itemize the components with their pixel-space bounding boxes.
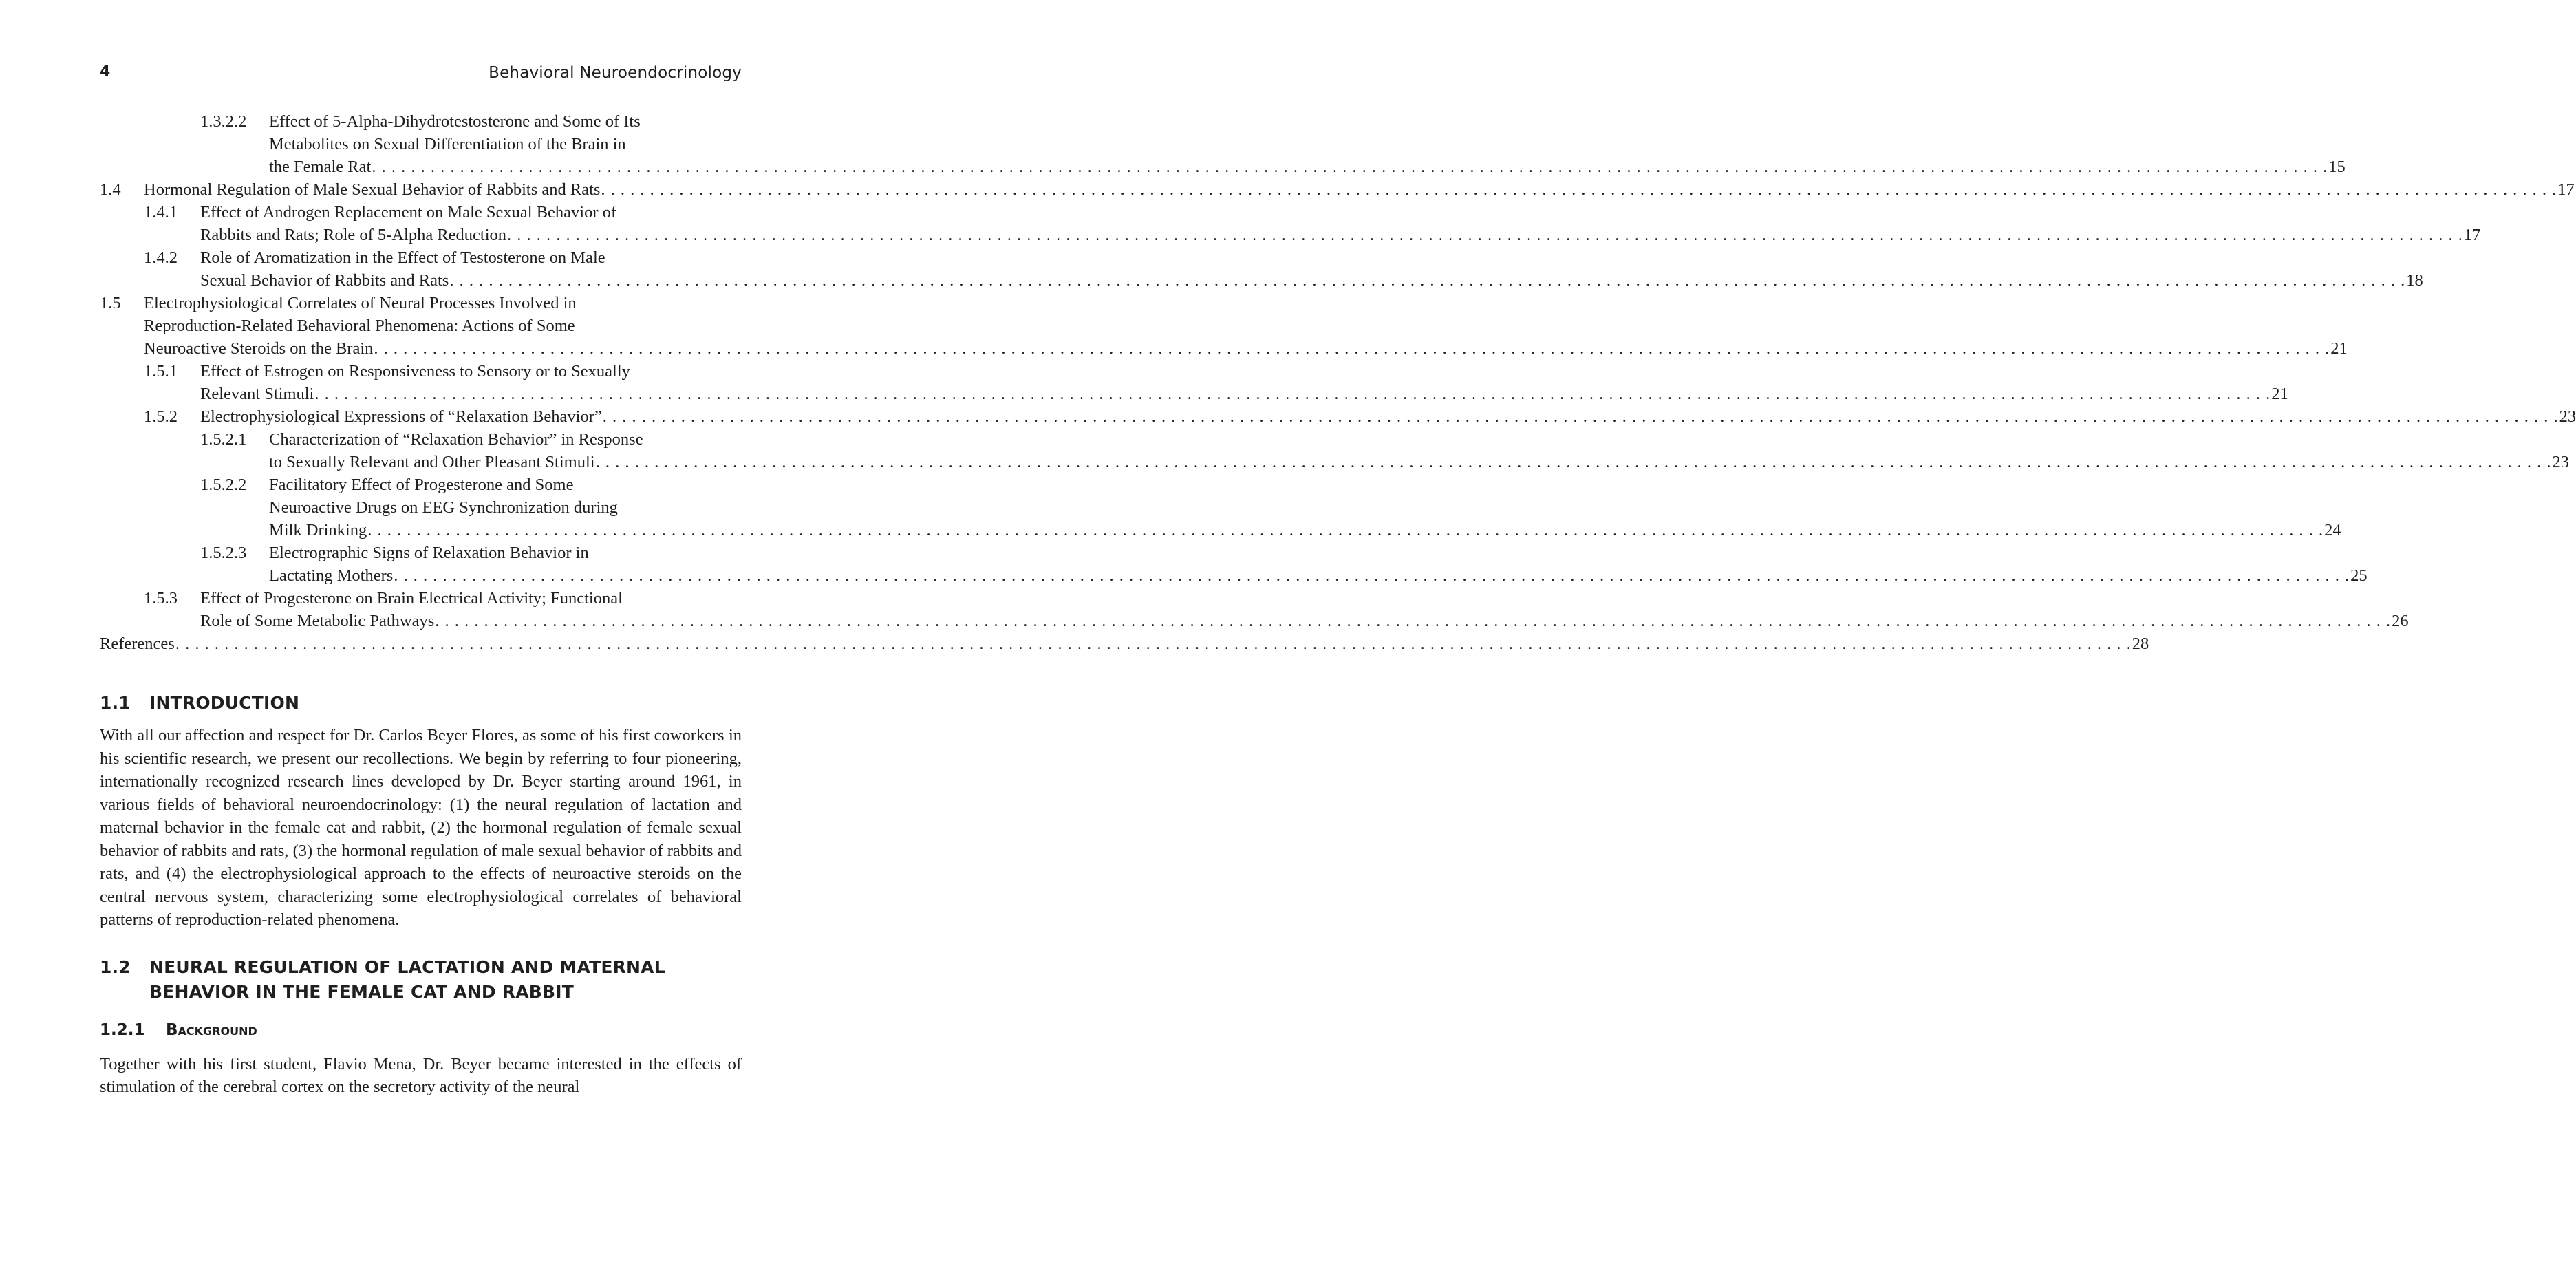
toc-entry-number: 1.5.2.1 [200,430,247,449]
dot-leader: . . . . . . . . . . . . . . . . . . . . . . . . . . . . . . . . . . . . . . . . . . . . . . . . . . . . . . . . . . . . . . . . . . . . . . . . . . . . . . . . . . . . . . . . . . . . . . . . . . . . . . . . . . . . . . . . . . . . . . . . . . . . . . . . . . . . . . . . . . . . . . . . . . . . . . . . . . . . . . . . . . . . . . . . . . . . . . . . . . . . . . . . . . . . . . . . . . . . . . . . [507,226,2463,244]
toc-entry[interactable] [100,587,2409,632]
toc-page-number: 23 [2559,407,2576,426]
toc-entry-title-line: Sexual Behavior of Rabbits and Rats [200,271,449,290]
toc-page-number: 17 [2463,226,2481,244]
document-page [100,62,2576,1099]
toc-entry-title-line: Effect of Androgen Replacement on Male Sexual Behavior of [200,203,617,222]
toc-entry[interactable] [100,110,2346,178]
toc-entry-number: 1.4.2 [144,248,178,267]
toc-entry-title-line: Effect of Progesterone on Brain Electrical Activity; Functional [200,589,623,608]
toc-entry[interactable] [100,178,2575,201]
toc-entry-title-line: Reproduction-Related Behavioral Phenomena: Actions of Some [144,317,575,335]
toc-entry-title-line: Role of Aromatization in the Effect of Testosterone on Male [200,248,605,267]
toc-entry-title-line: Electrophysiological Correlates of Neural Processes Involved in [144,294,577,312]
toc-entry[interactable] [100,292,2348,360]
dot-leader: . . . . . . . . . . . . . . . . . . . . . . . . . . . . . . . . . . . . . . . . . . . . . . . . . . . . . . . . . . . . . . . . . . . . . . . . . . . . . . . . . . . . . . . . . . . . . . . . . . . . . . . . . . . . . . . . . . . . . . . . . . . . . . . . . . . . . . . . . . . . . . . . . . . . . . . . . . . . . . . . . . . . . . . . . . . . . . . . . . . . . . . . . . . . . . . . . . . . . . . . [314,385,2271,403]
toc-page-number: 15 [2328,158,2346,176]
running-title: Behavioral Neuroendocrinology [489,64,742,82]
toc-entry-title-line: Neuroactive Steroids on the Brain [144,339,374,358]
toc-entry[interactable] [100,246,2423,292]
toc-entry-title-line: References [100,634,175,653]
toc-entry-title-line: Electrophysiological Expressions of “Relaxation Behavior” [200,407,602,426]
dot-leader: . . . . . . . . . . . . . . . . . . . . . . . . . . . . . . . . . . . . . . . . . . . . . . . . . . . . . . . . . . . . . . . . . . . . . . . . . . . . . . . . . . . . . . . . . . . . . . . . . . . . . . . . . . . . . . . . . . . . . . . . . . . . . . . . . . . . . . . . . . . . . . . . . . . . . . . . . . . . . . . . . . . . . . . . . . . . . . . . . . . . . . . . . . . . . . . . . . . . . . . . [595,453,2552,471]
toc-entry[interactable] [100,360,2288,405]
subsection-heading-background [100,1018,742,1042]
section-number: 1.2 [100,956,131,977]
section-title: INTRODUCTION [149,693,300,713]
toc-entry-number: 1.5.2.2 [200,475,247,494]
table-of-contents [100,110,2576,655]
dot-leader: . . . . . . . . . . . . . . . . . . . . . . . . . . . . . . . . . . . . . . . . . . . . . . . . . . . . . . . . . . . . . . . . . . . . . . . . . . . . . . . . . . . . . . . . . . . . . . . . . . . . . . . . . . . . . . . . . . . . . . . . . . . . . . . . . . . . . . . . . . . . . . . . . . . . . . . . . . . . . . . . . . . . . . . . . . . . . . . . . . . . . . . . . . . . . . . . . . . . . . . . [374,339,2330,358]
dot-leader: . . . . . . . . . . . . . . . . . . . . . . . . . . . . . . . . . . . . . . . . . . . . . . . . . . . . . . . . . . . . . . . . . . . . . . . . . . . . . . . . . . . . . . . . . . . . . . . . . . . . . . . . . . . . . . . . . . . . . . . . . . . . . . . . . . . . . . . . . . . . . . . . . . . . . . . . . . . . . . . . . . . . . . . . . . . . . . . . . . . . . . . . . . . . . . . . . . . . . . . . [449,271,2406,290]
toc-page-number: 23 [2552,453,2569,471]
dot-leader: . . . . . . . . . . . . . . . . . . . . . . . . . . . . . . . . . . . . . . . . . . . . . . . . . . . . . . . . . . . . . . . . . . . . . . . . . . . . . . . . . . . . . . . . . . . . . . . . . . . . . . . . . . . . . . . . . . . . . . . . . . . . . . . . . . . . . . . . . . . . . . . . . . . . . . . . . . . . . . . . . . . . . . . . . . . . . . . . . . . . . . . . . . . . . . . . . . . . . . . . [175,634,2132,653]
page-number: 4 [100,63,111,81]
toc-entry-title-line: Effect of 5-Alpha-Dihydrotestosterone and Some of Its [269,112,641,131]
toc-entry[interactable] [100,542,2368,587]
toc-page-number: 21 [2271,385,2288,403]
toc-entry[interactable] [100,473,2341,542]
toc-entry-number: 1.5.1 [144,362,178,381]
toc-entry-title-line: Lactating Mothers [269,566,394,585]
toc-entry[interactable] [100,428,2569,473]
toc-page-number: 24 [2324,521,2341,539]
dot-leader: . . . . . . . . . . . . . . . . . . . . . . . . . . . . . . . . . . . . . . . . . . . . . . . . . . . . . . . . . . . . . . . . . . . . . . . . . . . . . . . . . . . . . . . . . . . . . . . . . . . . . . . . . . . . . . . . . . . . . . . . . . . . . . . . . . . . . . . . . . . . . . . . . . . . . . . . . . . . . . . . . . . . . . . . . . . . . . . . . . . . . . . . . . . . . . . . . . . . . . . . [367,521,2324,539]
toc-page-number: 21 [2330,339,2348,358]
toc-entry-number: 1.5.3 [144,589,178,608]
toc-entry-title-line: Effect of Estrogen on Responsiveness to Sensory or to Sexually [200,362,630,381]
toc-page-number: 26 [2392,612,2409,630]
toc-entry-number: 1.4.1 [144,203,178,222]
toc-entry-title-line: Relevant Stimuli [200,385,314,403]
subsection-title: Background [166,1020,257,1039]
toc-page-number: 18 [2406,271,2423,290]
toc-entry[interactable] [100,201,2481,246]
toc-entry-number: 1.5.2 [144,407,178,426]
background-paragraph: Together with his first student, Flavio Mena, Dr. Beyer became interested in the effects of stimulation of the cerebral cortex on the secretory activity of the neural [100,1054,742,1096]
toc-entry-title-line: Characterization of “Relaxation Behavior” in Response [269,430,643,449]
toc-entry-number: 1.3.2.2 [200,112,247,131]
toc-entry-title-line: Role of Some Metabolic Pathways [200,612,435,630]
dot-leader: . . . . . . . . . . . . . . . . . . . . . . . . . . . . . . . . . . . . . . . . . . . . . . . . . . . . . . . . . . . . . . . . . . . . . . . . . . . . . . . . . . . . . . . . . . . . . . . . . . . . . . . . . . . . . . . . . . . . . . . . . . . . . . . . . . . . . . . . . . . . . . . . . . . . . . . . . . . . . . . . . . . . . . . . . . . . . . . . . . . . . . . . . . . . . . . . . . . . . . . . [602,407,2559,426]
subsection-number: 1.2.1 [100,1020,145,1039]
introduction-paragraph: With all our affection and respect for Dr. Carlos Beyer Flores, as some of his first coworkers in his scientific research, we present our recollections. We begin by referring to four pioneering, internationally recognized research lines developed by Dr. Beyer starting around 1961, in various fields of behavioral neuroendocrinology: (1) the neural regulation of lactation and maternal behavior in the female cat and rabbit, (2) the hormonal regulation of female sexual behavior of rabbits and rats, (3) the hormonal regulation of male sexual behavior of rabbits and rats, and (4) the electrophysiological approach to the effects of neuroactive steroids on the central nervous system, characterizing some electrophysiological correlates of behavioral patterns of reproduction-related phenomena. [100,726,742,929]
toc-page-number: 17 [2557,180,2575,199]
running-header [100,62,742,87]
section-heading-neural-regulation [100,955,742,1005]
toc-entry-title-line: Electrographic Signs of Relaxation Behavior in [269,544,589,562]
toc-entry-title-line: Neuroactive Drugs on EEG Synchronization during [269,498,618,517]
toc-entry-number: 1.5 [100,294,121,312]
dot-leader: . . . . . . . . . . . . . . . . . . . . . . . . . . . . . . . . . . . . . . . . . . . . . . . . . . . . . . . . . . . . . . . . . . . . . . . . . . . . . . . . . . . . . . . . . . . . . . . . . . . . . . . . . . . . . . . . . . . . . . . . . . . . . . . . . . . . . . . . . . . . . . . . . . . . . . . . . . . . . . . . . . . . . . . . . . . . . . . . . . . . . . . . . . . . . . . . . . . . . . . . [435,612,2392,630]
toc-entry-number: 1.5.2.3 [200,544,247,562]
toc-page-number: 25 [2350,566,2368,585]
toc-entry[interactable] [100,632,2149,655]
dot-leader: . . . . . . . . . . . . . . . . . . . . . . . . . . . . . . . . . . . . . . . . . . . . . . . . . . . . . . . . . . . . . . . . . . . . . . . . . . . . . . . . . . . . . . . . . . . . . . . . . . . . . . . . . . . . . . . . . . . . . . . . . . . . . . . . . . . . . . . . . . . . . . . . . . . . . . . . . . . . . . . . . . . . . . . . . . . . . . . . . . . . . . . . . . . . . . . . . . . . . . . . [394,566,2350,585]
section-title: NEURAL REGULATION OF LACTATION AND MATERNAL BEHAVIOR IN THE FEMALE CAT AND RABBIT [149,956,665,1002]
toc-entry-title-line: the Female Rat [269,158,372,176]
section-heading-introduction [100,691,742,716]
toc-entry-number: 1.4 [100,180,121,199]
toc-page-number: 28 [2132,634,2149,653]
toc-entry[interactable] [100,405,2576,428]
toc-entry-title-line: Metabolites on Sexual Differentiation of the Brain in [269,135,626,153]
toc-entry-title-line: Milk Drinking [269,521,367,539]
toc-entry-title-line: to Sexually Relevant and Other Pleasant Stimuli [269,453,595,471]
toc-entry-title-line: Rabbits and Rats; Role of 5-Alpha Reduction [200,226,507,244]
section-number: 1.1 [100,693,131,713]
toc-entry-title-line: Facilitatory Effect of Progesterone and Some [269,475,574,494]
dot-leader: . . . . . . . . . . . . . . . . . . . . . . . . . . . . . . . . . . . . . . . . . . . . . . . . . . . . . . . . . . . . . . . . . . . . . . . . . . . . . . . . . . . . . . . . . . . . . . . . . . . . . . . . . . . . . . . . . . . . . . . . . . . . . . . . . . . . . . . . . . . . . . . . . . . . . . . . . . . . . . . . . . . . . . . . . . . . . . . . . . . . . . . . . . . . . . . . . . . . . . . . [372,158,2328,176]
dot-leader: . . . . . . . . . . . . . . . . . . . . . . . . . . . . . . . . . . . . . . . . . . . . . . . . . . . . . . . . . . . . . . . . . . . . . . . . . . . . . . . . . . . . . . . . . . . . . . . . . . . . . . . . . . . . . . . . . . . . . . . . . . . . . . . . . . . . . . . . . . . . . . . . . . . . . . . . . . . . . . . . . . . . . . . . . . . . . . . . . . . . . . . . . . . . . . . . . . . . . . . . [601,180,2557,199]
toc-entry-title-line: Hormonal Regulation of Male Sexual Behavior of Rabbits and Rats [144,180,601,199]
